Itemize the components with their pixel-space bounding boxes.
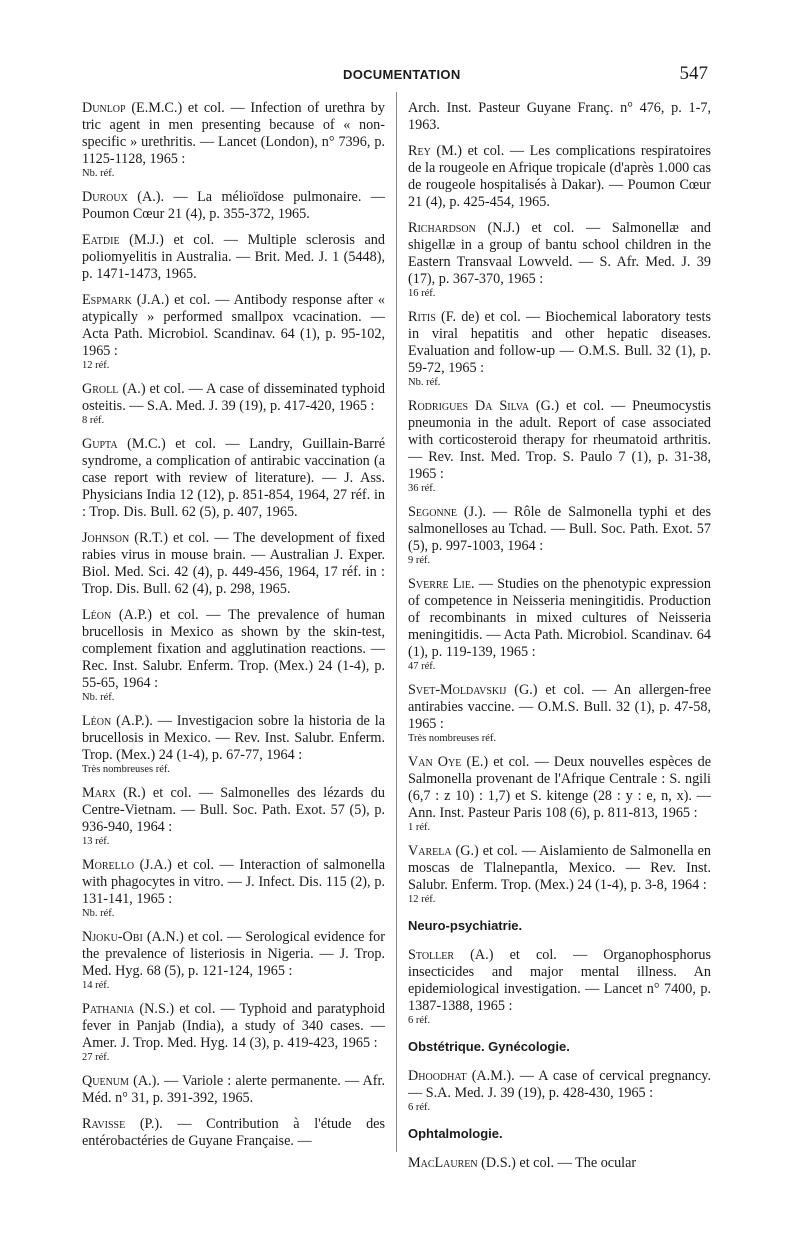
entry-reference-count: 12 réf. [82,360,110,371]
bibliography-entry [408,682,711,745]
entry-reference-count: 13 réf. [82,836,110,847]
entry-citation: (G.) et col. — Aislamiento de Salmonella en moscas de Tlalnepantla, Mexico. — Rev. Inst. Salubr. Enferm. Trop. (Mex.) 24 (1-4), p. 3-8, 1964 : [408,843,711,893]
entry-author: Pathania [82,1001,135,1017]
entry-author: Dhoodhat [408,1068,467,1084]
entry-citation: (A.) et col. — Organophosphorus insecticides and major mental illness. An epidemiological investigation. — Lancet n° 7400, p. 1387-1388, 1965 : [408,947,711,1014]
entry-author: Duroux [82,189,128,205]
entry-author: Quenum [82,1073,129,1089]
entry-author: Espmark [82,292,132,308]
entry-citation: (R.) et col. — Salmonelles des lézards du Centre-Vietnam. — Bull. Soc. Path. Exot. 57 (5), p. 936-940, 1964 : [82,785,385,835]
entry-author: Richardson [408,220,476,236]
entry-author: Njoku-Obi [82,929,143,945]
entry-citation: (M.J.) et col. — Multiple sclerosis and poliomyelitis in Australia. — Brit. Med. J. 1 (5448), p. 1471-1473, 1965. [82,232,385,282]
entry-citation: (A.P.). — Investigacion sobre la historia de la brucellosis in Mexico. — Rev. Inst. Salubr. Enferm. Trop. (Mex.) 24 (1-4), p. 67-77, 1964 : [82,713,385,763]
entry-reference-count: 16 réf. [408,288,436,299]
entry-citation: (A.P.) et col. — The prevalence of human brucellosis in Mexico as shown by the skin-test, complement fixation and agglutination reactions. — Rec. Inst. Salubr. Enferm. Trop. (Mex.) 24 (1-4), p. 55-65, 1964 : [82,607,385,691]
bibliography-entry [82,713,385,776]
bibliography-entry [408,1068,711,1114]
bibliography-entry [408,220,711,300]
entry-citation: (E.) et col. — Deux nouvelles espèces de Salmonella provenant de l'Afrique Centrale : S. ngili (6,7 : z 10) : 1,7) et S. kitenge (28 : y : e, n, x). — Ann. Inst. Pasteur Paris 108 (6), p. 811-813, 1965 : [408,754,711,821]
bibliography-entry [408,309,711,389]
entry-author: Rey [408,143,431,159]
entry-citation: (G.) et col. — An allergen-free antirabies vaccine. — O.M.S. Bull. 32 (1), p. 47-58, 1965 : [408,682,711,732]
section-heading-ophtalmologie: Ophtalmologie. [408,1126,503,1141]
entry-citation: (M.C.) et col. — Landry, Guillain-Barré syndrome, a complication of antirabic vaccination (a case report with review of literature). — J. Ass. Physicians India 12 (12), p. 851-854, 1964, 27 réf. in : Trop. Dis. Bull. 62 (5), p. 407, 1965. [82,436,385,520]
entry-reference-count: Très nombreuses réf. [408,733,496,744]
entry-reference-count: 6 réf. [408,1102,431,1113]
entry-reference-count: 6 réf. [408,1015,431,1026]
section-heading-neuro: Neuro-psychiatrie. [408,918,523,933]
right-column [408,100,711,1181]
entry-author: Stoller [408,947,455,963]
entry-author: Varela [408,843,452,859]
bibliography-entry [82,189,385,223]
entry-author: Eatdie [82,232,120,248]
bibliography-entry [82,530,385,598]
bibliography-entry [82,1001,385,1064]
entry-citation: (E.M.C.) et col. — Infection of urethra by tric agent in men presenting because of « non-specific » urethritis. — Lancet (London), n° 7396, p. 1125-1128, 1965 : [82,100,385,167]
entry-reference-count: 12 réf. [408,894,436,905]
entry-citation: (A.). — Variole : alerte permanente. — Afr. Méd. n° 31, p. 391-392, 1965. [82,1073,385,1106]
entry-author: Van Oye [408,754,462,770]
continuation-text: Arch. Inst. Pasteur Guyane Franç. n° 476, p. 1-7, 1963. [408,100,711,133]
entry-citation: (N.S.) et col. — Typhoid and paratyphoid fever in Panjab (India), a study of 340 cases. — Amer. J. Trop. Med. Hyg. 14 (3), p. 419-423, 1965 : [82,1001,385,1051]
bibliography-entry [82,381,385,427]
bibliography-entry [408,504,711,567]
entry-author: Dunlop [82,100,126,116]
bibliography-entry [408,398,711,495]
bibliography-entry [408,947,711,1027]
page-header [0,63,800,87]
entry-citation: (P.). — Contribution à l'étude des entérobactéries de Guyane Française. — [82,1116,385,1149]
entry-author: Sverre Lie [408,576,471,592]
bibliography-entry [82,929,385,992]
bibliography-entry [82,857,385,920]
entry-reference-count: 47 réf. [408,661,436,672]
entry-author: Ritis [408,309,436,325]
column-divider [396,92,397,1152]
entry-author: Groll [82,381,119,397]
entry-author: Ravisse [82,1116,126,1132]
entry-reference-count: Nb. réf. [408,377,441,388]
entry-author: Johnson [82,530,130,546]
running-title: DOCUMENTATION [343,67,461,82]
bibliography-entry [408,843,711,906]
entry-citation: . — Studies on the phenotypic expression of competence in Neisseria meningitidis. Production of recombinants in mixed cultures of Neisseria meningitidis. — Acta Path. Microbiol. Scandinav. 64 (1), p. 119-139, 1965 : [408,576,711,660]
entry-citation: (J.A.) et col. — Interaction of salmonella with phagocytes in vitro. — J. Infect. Dis. 115 (2), p. 131-141, 1965 : [82,857,385,907]
entry-reference-count: Très nombreuses réf. [82,764,170,775]
section-heading-obstetrique: Obstétrique. Gynécologie. [408,1039,570,1054]
bibliography-entry [82,436,385,521]
bibliography-entry [82,1073,385,1107]
entry-author: Gupta [82,436,118,452]
entry-author: Morello [82,857,135,873]
entry-author: Rodrigues Da Silva [408,398,529,414]
entry-citation: (F. de) et col. — Biochemical laboratory tests in viral hepatitis and other hepatic diseases. Evaluation and follow-up — O.M.S. Bull. 32 (1), p. 59-72, 1965 : [408,309,711,376]
entry-citation: (J.A.) et col. — Antibody response after « atypically » performed smallpox vcacination. — Acta Path. Microbiol. Scandinav. 64 (1), p. 95-102, 1965 : [82,292,385,359]
entry-reference-count: Nb. réf. [82,168,115,179]
entry-reference-count: 14 réf. [82,980,110,991]
entry-author: Léon [82,607,112,623]
bibliography-entry [408,1155,711,1172]
entry-author: MacLauren [408,1155,478,1171]
entry-author: Svet-Moldavskij [408,682,507,698]
bibliography-entry [408,576,711,673]
entry-citation: (R.T.) et col. — The development of fixed rabies virus in mouse brain. — Australian J. Exper. Biol. Med. Sci. 42 (4), p. 449-456, 1964, 17 réf. in : Trop. Dis. Bull. 62 (4), p. 298, 1965. [82,530,385,597]
entry-reference-count: 36 réf. [408,483,436,494]
entry-author: Segonne [408,504,457,520]
bibliography-entry [82,232,385,283]
entry-reference-count: 9 réf. [408,555,431,566]
bibliography-entry [408,754,711,834]
entry-reference-count: 8 réf. [82,415,105,426]
page-number: 547 [679,63,708,84]
entry-citation: (G.) et col. — Pneumocystis pneumonia in the adult. Report of case associated with corticosteroid therapy for rheumatoid arthritis. — Rev. Inst. Med. Trop. S. Paulo 7 (1), p. 31-38, 1965 : [408,398,711,482]
entry-reference-count: 1 réf. [408,822,431,833]
entry-citation: (A.N.) et col. — Serological evidence for the prevalence of listeriosis in Nigeria. — J. Trop. Med. Hyg. 68 (5), p. 121-124, 1965 : [82,929,385,979]
entry-reference-count: Nb. réf. [82,908,115,919]
entry-reference-count: Nb. réf. [82,692,115,703]
bibliography-entry [82,1116,385,1150]
entry-citation: (M.) et col. — Les complications respiratoires de la rougeole en Afrique tropicale (d'après 1.000 cas de rougeole hospitalisés à Dakar). — Poumon Cœur 21 (4), p. 425-454, 1965. [408,143,711,210]
entry-citation: (A.M.). — A case of cervical pregnancy. — S.A. Med. J. 39 (19), p. 428-430, 1965 : [408,1068,711,1101]
entry-citation: (N.J.) et col. — Salmonellæ and shigellæ in a group of bantu school children in the Eastern Transvaal Lowveld. — S. Afr. Med. J. 39 (17), p. 367-370, 1965 : [408,220,711,287]
bibliography-entry [82,607,385,704]
entry-citation: (J.). — Rôle de Salmonella typhi et des salmonelloses au Tchad. — Bull. Soc. Path. Exot. 57 (5), p. 997-1003, 1964 : [408,504,711,554]
entry-reference-count: 27 réf. [82,1052,110,1063]
left-column [82,100,385,1159]
entry-citation: (D.S.) et col. — The ocular [477,1155,637,1171]
bibliography-entry [82,785,385,848]
entry-citation: (A.) et col. — A case of disseminated typhoid osteitis. — S.A. Med. J. 39 (19), p. 417-420, 1965 : [82,381,385,414]
entry-author: Marx [82,785,116,801]
bibliography-entry [408,143,711,211]
entry-citation: (A.). — La mélioïdose pulmonaire. — Poumon Cœur 21 (4), p. 355-372, 1965. [82,189,385,222]
bibliography-entry [82,292,385,372]
entry-author: Léon [82,713,112,729]
bibliography-entry [82,100,385,180]
